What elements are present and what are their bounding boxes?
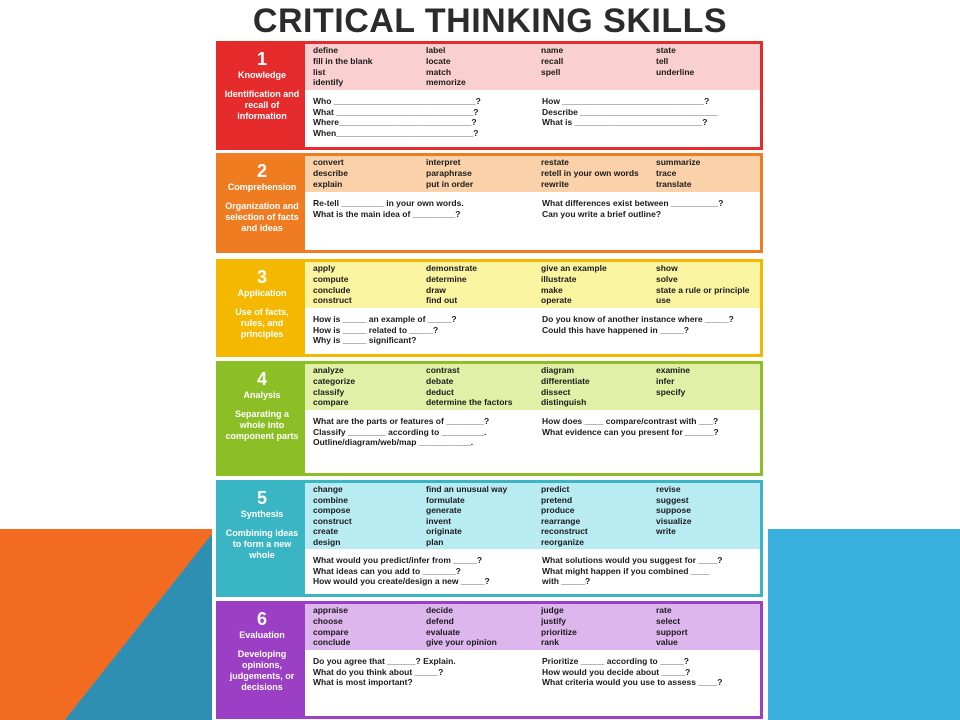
verb-word: make xyxy=(541,284,563,295)
section-analysis xyxy=(216,361,763,476)
verb-word: invent xyxy=(426,515,452,526)
verb-word: state xyxy=(656,45,676,55)
question-stem: Can you write a brief outline? xyxy=(542,208,662,219)
question-column-left xyxy=(313,555,542,594)
section-description: Use of facts, rules, and principles xyxy=(235,307,289,339)
verb-word: suppose xyxy=(656,505,691,515)
verb-word: suggest xyxy=(656,494,689,505)
verb-word: visualize xyxy=(656,515,692,526)
section-description: Organization and selection of facts and ideas xyxy=(225,201,299,233)
question-stem: Classify ________ according to _________. xyxy=(313,426,487,437)
verb-word: demonstrate xyxy=(426,263,478,273)
verb-word: illustrate xyxy=(541,273,577,284)
section-knowledge xyxy=(216,41,763,150)
verb-word: define xyxy=(313,45,339,55)
question-column-right xyxy=(542,314,760,354)
question-column-left xyxy=(313,198,542,250)
verb-grid xyxy=(305,604,760,650)
section-body xyxy=(305,364,760,473)
verb-word: support xyxy=(656,626,688,637)
verb-word: give an example xyxy=(541,263,607,273)
question-stem: What do you think about _____? xyxy=(313,666,444,677)
section-body xyxy=(305,483,760,594)
question-stem: How is _____ an example of _____? xyxy=(313,314,457,324)
section-body xyxy=(305,44,760,147)
decor-blue-block xyxy=(768,529,960,720)
verb-word: dissect xyxy=(541,386,571,397)
verb-word: tell xyxy=(656,55,669,66)
verb-word: convert xyxy=(313,157,344,167)
verb-word: locate xyxy=(426,55,451,66)
verb-word: reconstruct xyxy=(541,526,588,536)
verb-word: choose xyxy=(313,615,343,626)
question-stem: How would you create/design a new _____? xyxy=(313,576,490,586)
verb-word: rewrite xyxy=(541,179,569,189)
verb-word: construct xyxy=(313,295,352,306)
section-label-synthesis xyxy=(219,483,305,594)
question-stem: How would you decide about _____? xyxy=(542,666,691,677)
question-stem: What is ___________________________? xyxy=(542,117,708,127)
verb-word: translate xyxy=(656,179,692,189)
question-column-right xyxy=(542,656,760,716)
question-column-right xyxy=(542,416,760,473)
verb-word: solve xyxy=(656,273,678,284)
verb-word: generate xyxy=(426,505,462,515)
verb-word: retell in your own words xyxy=(541,168,639,178)
verb-word: debate xyxy=(426,375,454,386)
verb-word: categorize xyxy=(313,375,356,386)
question-stem: with _____? xyxy=(542,576,591,586)
verb-word: recall xyxy=(541,55,564,66)
question-column-left xyxy=(313,96,542,147)
verb-word: reorganize xyxy=(541,536,584,547)
verb-word: specify xyxy=(656,386,686,397)
question-column-right xyxy=(542,555,760,594)
verb-word: state a rule or principle xyxy=(656,284,750,295)
verb-word: formulate xyxy=(426,494,465,505)
verb-word: differentiate xyxy=(541,375,590,386)
verb-word: justify xyxy=(541,615,567,626)
question-stem: Describe _____________________________ xyxy=(542,106,718,117)
question-stem: Who ______________________________? xyxy=(313,96,481,106)
question-stems xyxy=(305,410,760,473)
question-stem: What evidence can you present for ______? xyxy=(542,426,719,437)
verb-word: find an unusual way xyxy=(426,484,508,494)
verb-word: predict xyxy=(541,484,570,494)
section-label-comprehension xyxy=(219,156,305,250)
section-body xyxy=(305,262,760,354)
verb-word: paraphrase xyxy=(426,168,472,178)
verb-word: underline xyxy=(656,66,695,77)
verb-word: distinguish xyxy=(541,397,587,408)
verb-word: apply xyxy=(313,263,336,273)
verb-word: spell xyxy=(541,66,561,77)
section-number: 1 xyxy=(256,49,267,69)
question-stem: What might happen if you combined ____ xyxy=(542,565,710,576)
verb-word xyxy=(656,77,769,88)
verb-word: pretend xyxy=(541,494,573,505)
verb-word: deduct xyxy=(426,386,454,397)
verb-word: analyze xyxy=(313,365,344,375)
verb-word: summarize xyxy=(656,157,701,167)
section-label-application xyxy=(219,262,305,354)
verb-word: examine xyxy=(656,365,691,375)
verb-grid xyxy=(305,156,760,192)
verb-word: determine xyxy=(426,273,467,284)
verb-word: determine the factors xyxy=(426,397,513,408)
poster-title: CRITICAL THINKING SKILLS xyxy=(252,2,728,40)
section-description: Identification and recall of information xyxy=(224,89,300,121)
question-stem: Do you agree that ______? Explain. xyxy=(313,656,456,666)
verb-word: name xyxy=(541,45,564,55)
verb-word: compute xyxy=(313,273,349,284)
verb-word: draw xyxy=(426,284,446,295)
section-name: Knowledge xyxy=(237,70,286,80)
verb-word: list xyxy=(313,66,326,77)
question-stem: What _____________________________? xyxy=(313,106,479,117)
verb-word: plan xyxy=(426,536,444,547)
section-number: 2 xyxy=(256,161,267,181)
verb-word: put in order xyxy=(426,179,474,189)
section-description: Developing opinions, judgements, or decisions xyxy=(229,649,295,692)
section-description: Combining ideas to form a new whole xyxy=(225,528,299,560)
verb-word: match xyxy=(426,66,452,77)
verb-word: restate xyxy=(541,157,569,167)
verb-grid xyxy=(305,483,760,549)
verb-word: value xyxy=(656,637,678,648)
question-stem: What is most important? xyxy=(313,677,413,687)
question-column-left xyxy=(313,656,542,716)
question-stem: Prioritize _____ according to _____? xyxy=(542,656,689,666)
section-label-analysis xyxy=(219,364,305,473)
question-stem: What criteria would you use to assess ____? xyxy=(542,677,723,687)
section-name: Synthesis xyxy=(240,509,284,519)
section-application xyxy=(216,259,763,357)
question-stem: Do you know of another instance where _____? xyxy=(542,314,734,324)
verb-word: diagram xyxy=(541,365,575,375)
verb-word: identify xyxy=(313,77,344,88)
question-stems xyxy=(305,549,760,594)
question-stem: What would you predict/infer from _____? xyxy=(313,555,483,565)
verb-word: conclude xyxy=(313,637,351,648)
verb-word: infer xyxy=(656,375,675,386)
verb-word: evaluate xyxy=(426,626,461,637)
question-stem: Why is _____ significant? xyxy=(313,335,417,345)
section-name: Evaluation xyxy=(239,630,285,640)
verb-word: compare xyxy=(313,397,349,408)
verb-word: memorize xyxy=(426,77,466,88)
section-comprehension xyxy=(216,153,763,253)
verb-word xyxy=(656,537,769,548)
question-column-right xyxy=(542,96,760,147)
verb-word: fill in the blank xyxy=(313,55,373,66)
poster xyxy=(212,0,768,720)
verb-word: give your opinion xyxy=(426,637,497,648)
question-column-left xyxy=(313,416,542,473)
verb-word: originate xyxy=(426,526,462,536)
verb-word: compare xyxy=(313,626,349,637)
verb-word: prioritize xyxy=(541,626,577,637)
section-number: 4 xyxy=(256,369,267,389)
verb-word: decide xyxy=(426,605,453,615)
verb-word xyxy=(541,77,656,88)
section-number: 6 xyxy=(256,609,267,629)
question-stem: What is the main idea of _________? xyxy=(313,208,461,219)
question-stem: What are the parts or features of ________? xyxy=(313,416,490,426)
verb-word: interpret xyxy=(426,157,461,167)
section-name: Analysis xyxy=(243,390,281,400)
question-stem: Re-tell _________ in your own words. xyxy=(313,198,464,208)
question-stem: Where____________________________? xyxy=(313,117,477,127)
verb-word: rearrange xyxy=(541,515,581,526)
verb-word: find out xyxy=(426,295,458,306)
section-name: Comprehension xyxy=(227,182,297,192)
section-synthesis xyxy=(216,480,763,597)
section-body xyxy=(305,604,760,716)
verb-word: select xyxy=(656,615,681,626)
verb-word: compose xyxy=(313,505,351,515)
verb-word: rank xyxy=(541,637,559,648)
section-name: Application xyxy=(237,288,287,298)
section-evaluation xyxy=(216,601,763,719)
verb-word: classify xyxy=(313,386,345,397)
question-stems xyxy=(305,192,760,250)
question-stem: How is _____ related to _____? xyxy=(313,324,439,335)
question-stem: Could this have happened in _____? xyxy=(542,324,689,335)
section-body xyxy=(305,156,760,250)
question-stem: What solutions would you suggest for ____? xyxy=(542,555,723,565)
verb-word: describe xyxy=(313,168,348,178)
question-stem: Outline/diagram/web/map ___________. xyxy=(313,437,474,447)
verb-word: contrast xyxy=(426,365,460,375)
verb-grid xyxy=(305,364,760,410)
question-stem: What differences exist between __________? xyxy=(542,198,724,208)
question-stem: How ______________________________? xyxy=(542,96,710,106)
question-stems xyxy=(305,650,760,716)
question-stems xyxy=(305,90,760,147)
question-column-left xyxy=(313,314,542,354)
section-label-knowledge xyxy=(219,44,305,147)
verb-word: write xyxy=(656,526,676,536)
verb-grid xyxy=(305,44,760,90)
section-number: 5 xyxy=(256,488,267,508)
verb-word: conclude xyxy=(313,284,351,295)
verb-word: design xyxy=(313,536,341,547)
verb-word: change xyxy=(313,484,343,494)
section-number: 3 xyxy=(256,267,267,287)
section-description: Separating a whole into component parts xyxy=(225,409,299,441)
question-stems xyxy=(305,308,760,354)
verb-word: judge xyxy=(541,605,564,615)
verb-word: trace xyxy=(656,168,677,178)
question-column-right xyxy=(542,198,760,250)
verb-word: produce xyxy=(541,505,575,515)
verb-word: create xyxy=(313,526,339,536)
verb-word: appraise xyxy=(313,605,348,615)
verb-word: rate xyxy=(656,605,672,615)
verb-word: use xyxy=(656,295,671,306)
section-label-evaluation xyxy=(219,604,305,716)
question-stem: What ideas can you add to _______? xyxy=(313,565,461,576)
verb-word: combine xyxy=(313,494,348,505)
verb-word: explain xyxy=(313,179,343,189)
verb-word: operate xyxy=(541,295,572,306)
verb-word: defend xyxy=(426,615,454,626)
verb-word xyxy=(656,397,769,408)
verb-word: construct xyxy=(313,515,352,526)
verb-grid xyxy=(305,262,760,308)
question-stem: When_____________________________? xyxy=(313,127,479,138)
question-stem: How does ____ compare/contrast with ___? xyxy=(542,416,719,426)
verb-word: label xyxy=(426,45,446,55)
verb-word: revise xyxy=(656,484,681,494)
verb-word: show xyxy=(656,263,678,273)
